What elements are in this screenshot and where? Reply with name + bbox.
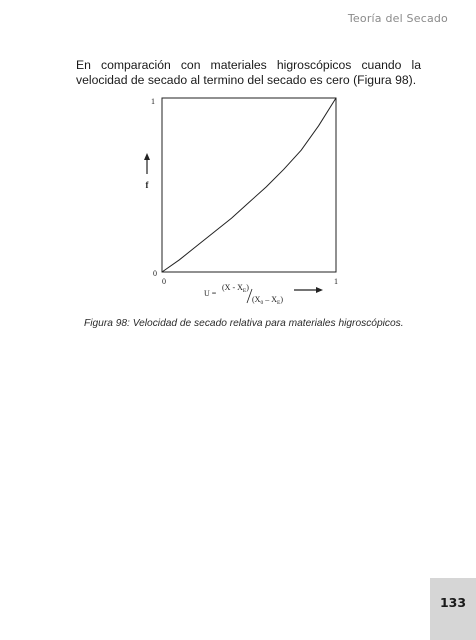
- plot-frame: [162, 98, 336, 272]
- running-header: Teoría del Secado: [347, 12, 448, 25]
- x-label-lhs: U =: [204, 289, 217, 298]
- body-paragraph: En comparación con materiales higroscópicos cuando la velocidad de secado al termino del secado es cero (Figura 98).: [76, 58, 421, 87]
- x-label-numerator: $(X - X_E)$: [222, 283, 249, 294]
- x-tick-0: 0: [162, 277, 166, 286]
- x-axis-label: [204, 283, 283, 306]
- x-axis-arrow-icon: [294, 287, 323, 293]
- y-axis-label: f: [145, 180, 149, 190]
- page-number-tab: [430, 578, 476, 640]
- x-label-denominator: $(X_0 - X_E)$: [252, 295, 284, 306]
- x-tick-1: 1: [334, 277, 338, 286]
- y-axis-arrow-icon: [144, 153, 150, 174]
- series-line-0: [162, 98, 336, 272]
- figure-98: [138, 90, 358, 310]
- drying-rate-chart: [138, 90, 358, 310]
- y-tick-0: 0: [153, 269, 157, 278]
- page-number: 133: [439, 595, 467, 610]
- figure-caption: Figura 98: Velocidad de secado relativa para materiales higroscópicos.: [84, 318, 404, 329]
- y-tick-1: 1: [151, 97, 155, 106]
